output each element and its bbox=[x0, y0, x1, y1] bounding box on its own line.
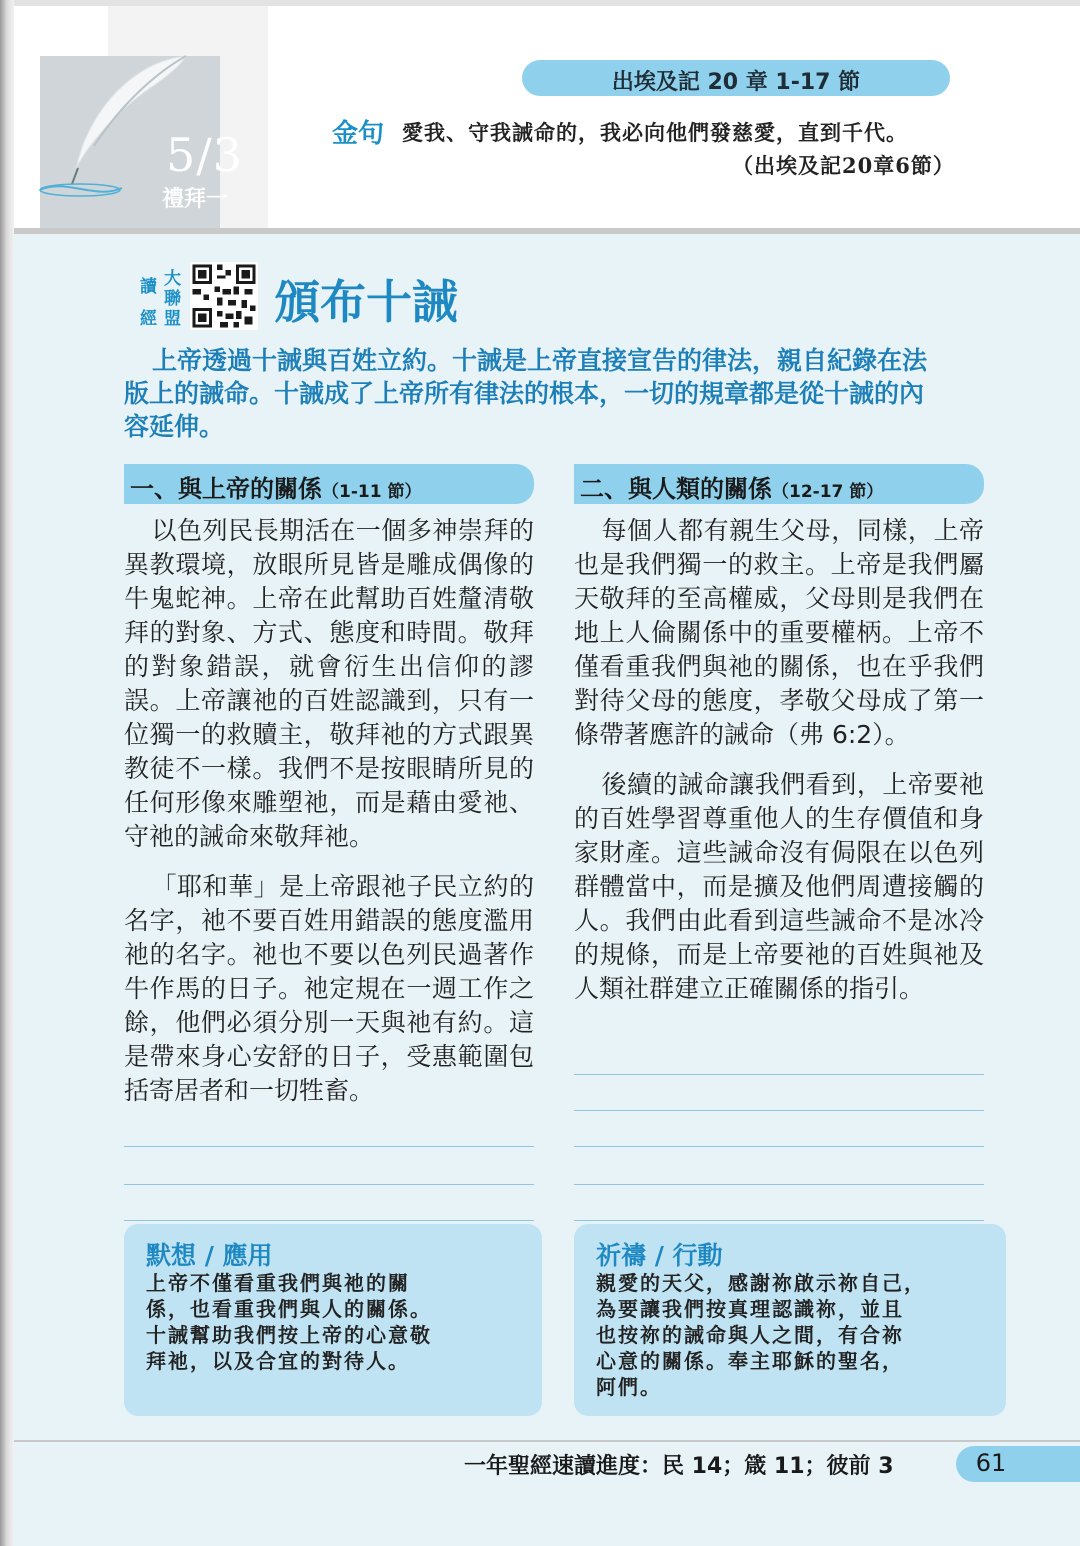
reflection-title: 默想 / 應用 bbox=[146, 1241, 273, 1270]
note-line bbox=[574, 1220, 984, 1221]
page-title: 頒布十誡 bbox=[274, 275, 458, 329]
reading-league-badge bbox=[138, 264, 188, 328]
golden-verse-label: 金句 bbox=[332, 119, 385, 149]
section1-body bbox=[124, 514, 534, 1108]
page-number-pill bbox=[956, 1446, 1080, 1482]
section-heading-text: 一、與上帝的關係 bbox=[130, 475, 322, 503]
prayer-box bbox=[574, 1224, 1006, 1416]
badge-char: 讀 bbox=[140, 277, 157, 297]
golden-verse-text: 愛我、守我誡命的，我必向他們發慈愛，直到千代。 bbox=[402, 120, 908, 145]
note-line bbox=[574, 1110, 984, 1111]
intro-line: 上帝透過十誡與百姓立約。十誡是上帝直接宣告的律法，親自紀錄在法 bbox=[152, 346, 928, 375]
qr-code-icon[interactable] bbox=[190, 262, 258, 330]
prayer-title: 祈禱 / 行動 bbox=[596, 1241, 723, 1270]
scripture-reference: 出埃及記 20 章 1-17 節 bbox=[611, 70, 861, 95]
weekday-label: 禮拜一 bbox=[162, 187, 229, 212]
intro-line: 版上的誡命。十誡成了上帝所有律法的根本，一切的規章都是從十誡的內 bbox=[124, 379, 925, 408]
date-number: 5/3 bbox=[166, 128, 244, 182]
reflection-box bbox=[124, 1224, 542, 1416]
book-spine-shadow bbox=[0, 0, 14, 1546]
note-line bbox=[574, 1146, 984, 1147]
paragraph: 以色列民長期活在一個多神崇拜的異教環境，放眼所見皆是雕成偶像的牛鬼蛇神。上帝在此幫助百姓釐清敬拜的對象、方式、態度和時間。敬拜的對象錯誤，就會衍生出信仰的謬誤。上帝讓祂的百姓認識到，只有一位獨一的救贖主，敬拜祂的方式跟異教徒不一樣。我們不是按眼睛所見的任何形像來雕塑祂，而是藉由愛祂、守祂的誡命來敬拜祂。 bbox=[124, 516, 534, 851]
footer-divider bbox=[14, 1440, 1080, 1442]
section2-body bbox=[574, 514, 984, 1006]
section-heading-text: 二、與人類的關係 bbox=[580, 475, 772, 503]
section-verses: （12-17 節） bbox=[772, 482, 884, 502]
section-heading-people bbox=[574, 464, 984, 504]
scripture-reference-pill bbox=[522, 60, 950, 96]
intro-line: 容延伸。 bbox=[124, 412, 225, 441]
golden-verse-reference: （出埃及記20章6節） bbox=[732, 153, 955, 178]
intro-paragraph bbox=[124, 344, 984, 443]
note-line bbox=[124, 1220, 534, 1221]
page-number: 61 bbox=[975, 1449, 1007, 1477]
prayer-text: 親愛的天父，感謝祢啟示祢自己， 為要讓我們按真理認識祢，並且 也按祢的誡命與人之間，有合祢 心意的關係。奉主耶穌的聖名， 阿們。 bbox=[596, 1271, 926, 1399]
paragraph: 每個人都有親生父母，同樣，上帝也是我們獨一的救主。上帝是我們屬天敬拜的至高權威，父母則是我們在地上人倫關係中的重要權柄。上帝不僅看重我們與祂的關係，也在乎我們對待父母的態度，孝敬父母成了第一條帶著應許的誡命（弗 6:2）。 bbox=[574, 516, 984, 749]
note-line bbox=[574, 1074, 984, 1075]
section-verses: （1-11 節） bbox=[322, 482, 422, 502]
badge-char: 盟 bbox=[164, 309, 181, 329]
note-line bbox=[124, 1184, 534, 1185]
badge-char: 大 bbox=[164, 269, 181, 289]
section-heading-god bbox=[124, 464, 534, 504]
reflection-text: 上帝不僅看重我們與祂的關 係，也看重我們與人的關係。 十誡幫助我們按上帝的心意敬 拜祂，以及合宜的對待人。 bbox=[146, 1271, 432, 1373]
paragraph: 後續的誡命讓我們看到，上帝要祂的百姓學習尊重他人的生存價值和身家財產。這些誡命沒有侷限在以色列群體當中，而是擴及他們周遭接觸的人。我們由此看到這些誡命不是冰冷的規條，而是上帝要祂的百姓與祂及人類社群建立正確關係的指引。 bbox=[574, 770, 984, 1003]
note-line bbox=[124, 1146, 534, 1147]
paragraph: 「耶和華」是上帝跟祂子民立約的名字，祂不要百姓用錯誤的態度濫用祂的名字。祂也不要以色列民過著作牛作馬的日子。祂定規在一週工作之餘，他們必須分別一天與祂有約。這是帶來身心安舒的日子，受惠範圍包括寄居者和一切牲畜。 bbox=[124, 872, 534, 1105]
badge-char: 經 bbox=[140, 309, 157, 329]
reading-progress: 一年聖經速讀進度：民 14；箴 11；彼前 3 bbox=[464, 1454, 894, 1479]
badge-char: 聯 bbox=[164, 289, 181, 309]
note-line bbox=[574, 1184, 984, 1185]
